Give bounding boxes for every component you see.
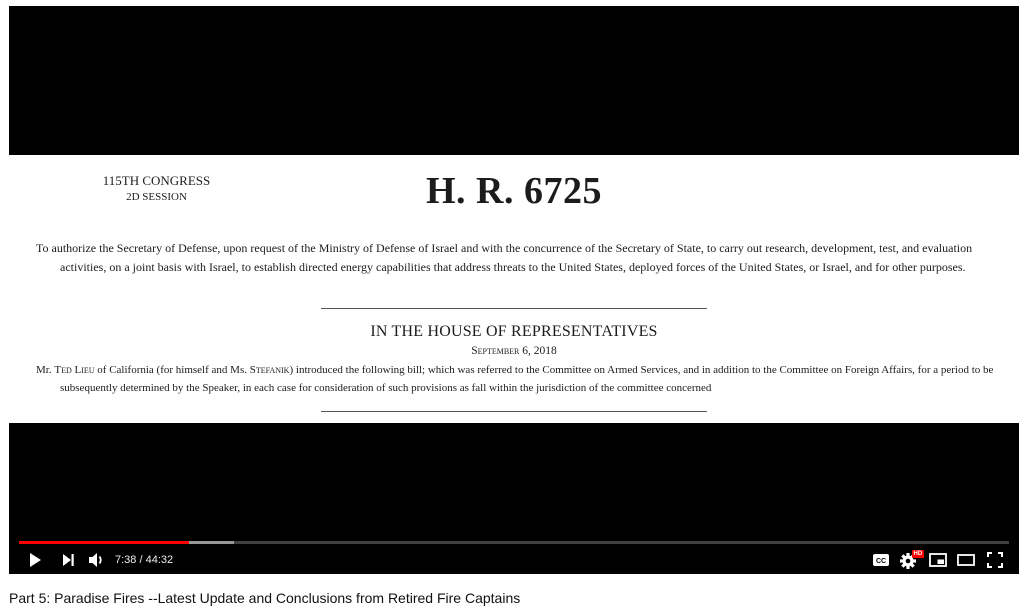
fullscreen-icon bbox=[987, 552, 1003, 568]
video-title[interactable]: Part 5: Paradise Fires --Latest Update and Conclusions from Retired Fire Captains bbox=[9, 590, 521, 606]
video-player[interactable] bbox=[9, 6, 1019, 574]
intro-middle: of California (for himself and Ms. bbox=[94, 364, 250, 376]
session-label: 2D SESSION bbox=[126, 191, 187, 203]
theater-icon bbox=[957, 553, 975, 567]
next-button[interactable] bbox=[57, 550, 79, 570]
play-button[interactable] bbox=[24, 550, 46, 570]
play-icon bbox=[28, 552, 42, 568]
miniplayer-icon bbox=[929, 553, 947, 567]
time-display: 7:38 / 44:32 bbox=[115, 554, 174, 566]
bill-date: September 6, 2018 bbox=[471, 345, 557, 357]
mute-button[interactable] bbox=[86, 550, 108, 570]
bill-purpose: To authorize the Secretary of Defense, upon request of the Ministry of Defense of Israel and with the concurrence of the Secretary of State, to carry out research, development, test, and evaluation activities, on a joint basis with Israel, to establish directed energy capabilities that address threats to the United States, deployed forces of the United States, or Israel, and for other purposes. bbox=[36, 241, 973, 274]
fullscreen-button[interactable] bbox=[984, 550, 1006, 570]
captions-icon bbox=[872, 553, 890, 567]
congress-label: 115TH CONGRESS bbox=[102, 173, 211, 188]
bill-introduction bbox=[36, 361, 1019, 397]
chamber-heading: IN THE HOUSE OF REPRESENTATIVES bbox=[370, 323, 658, 340]
intro-rest: ) introduced the following bill; which was referred to the Committee on Armed Services, and in addition to the Committee on Foreign Affairs, for a period to be subsequently determined by the Speaker, in each case for consideration of such provisions as fall within the jurisdiction of the committee concerned bbox=[60, 364, 994, 394]
volume-icon bbox=[88, 552, 106, 568]
next-icon bbox=[61, 553, 75, 567]
bill-number: H. R. 6725 bbox=[426, 170, 602, 212]
hd-badge: HD bbox=[913, 551, 923, 557]
progress-bar[interactable] bbox=[19, 541, 1009, 544]
miniplayer-button[interactable] bbox=[927, 550, 949, 570]
progress-played bbox=[19, 541, 189, 544]
captions-button[interactable] bbox=[870, 550, 892, 570]
divider-bottom bbox=[321, 411, 707, 412]
settings-button[interactable] bbox=[899, 550, 921, 570]
cosponsor-name: Stefanik bbox=[249, 364, 290, 376]
video-frame-document bbox=[9, 155, 1019, 423]
sponsor-name: Ted Lieu bbox=[54, 364, 95, 376]
svg-text:CC: CC bbox=[875, 558, 887, 565]
divider-top bbox=[321, 308, 707, 309]
player-controls bbox=[9, 546, 1019, 574]
intro-prefix: Mr. bbox=[36, 364, 55, 376]
theater-mode-button[interactable] bbox=[955, 550, 977, 570]
